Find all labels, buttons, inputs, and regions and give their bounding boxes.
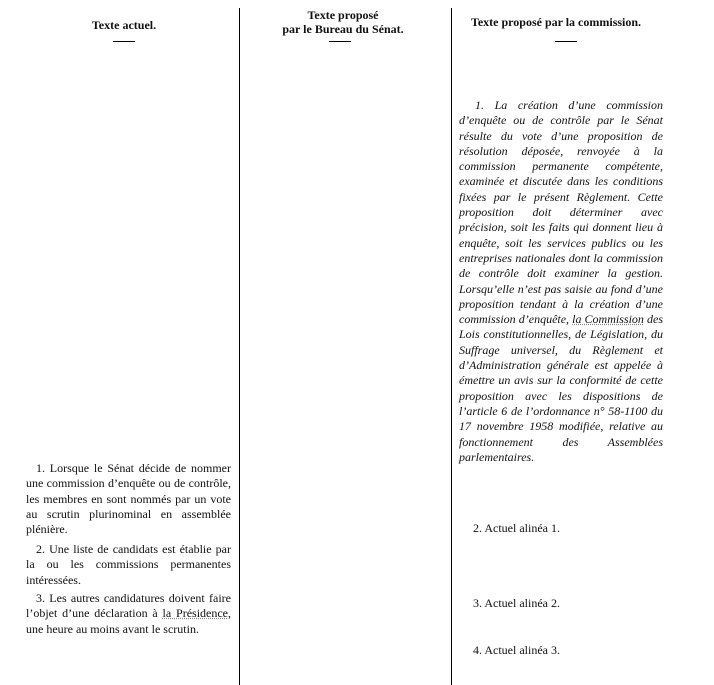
current-paragraph-1: 1. Lorsque le Sénat décide de nommer une commission d’enquête ou de contrôle, les membres en sont nommés par un vote au scrutin plurinominal en assemblée plénière. (26, 461, 231, 537)
commission-paragraph-1-text-a: 1. La création d’une commission d’enquête ou de contrôle par le Sénat résulte du vote d’une proposition de résolution déposée, renvoyée à la commission permanente compétente, examinée et discutée dans les conditions fixées par le présent Règlement. Cette proposition doit déterminer avec précision, soit les faits qui donnent lieu à enquête, soit les services publics ou les entreprises nationales dont la commission de contrôle doit examiner la gestion. Lorsqu’elle n’est pas saisie au fond d’une proposition tendant à la création d’une commission d’enquête, (459, 98, 663, 327)
commission-paragraph-3: 3. Actuel alinéa 2. (473, 596, 560, 610)
header-bureau-line1: Texte proposé (307, 8, 379, 22)
commission-paragraph-2: 2. Actuel alinéa 1. (473, 521, 560, 535)
current-paragraph-3-text-a: 3. Les autres candidatures doivent faire l’objet d’une déclaration à (26, 591, 231, 621)
commission-paragraph-1-underlined: la Commission (572, 312, 644, 327)
column-header-bureau (248, 8, 438, 36)
current-paragraph-3-underlined: la Présidence (162, 606, 229, 621)
current-paragraph-2: 2. Une liste de candidats est établie par la ou les commissions permanentes intéressées. (26, 542, 231, 587)
column-divider-2 (451, 8, 452, 685)
commission-paragraph-1 (459, 98, 663, 465)
current-paragraph-3 (26, 591, 231, 637)
column-divider-1 (239, 8, 240, 685)
commission-paragraph-1-text-b: des Lois constitutionnelles, de Législation, du Suffrage universel, du Règlement et d’Administration générale est appelée à émettre un avis sur la conformité de cette proposition avec les dispositions de l’article 6 de l’ordonnance n° 58-1100 du 17 novembre 1958 modifiée, relative au fonctionnement des Assemblées parlementaires. (459, 312, 663, 464)
header-rule-bureau (329, 41, 351, 42)
current-paragraph-3-text-b: , une heure au moins avant le scrutin. (26, 606, 232, 636)
header-bureau-line2: par le Bureau du Sénat. (282, 22, 404, 36)
header-rule-current (113, 41, 135, 42)
column-header-commission: Texte proposé par la commission. (470, 15, 642, 29)
commission-paragraph-4: 4. Actuel alinéa 3. (473, 643, 560, 657)
column-header-current: Texte actuel. (91, 18, 157, 32)
header-rule-commission (555, 41, 577, 42)
